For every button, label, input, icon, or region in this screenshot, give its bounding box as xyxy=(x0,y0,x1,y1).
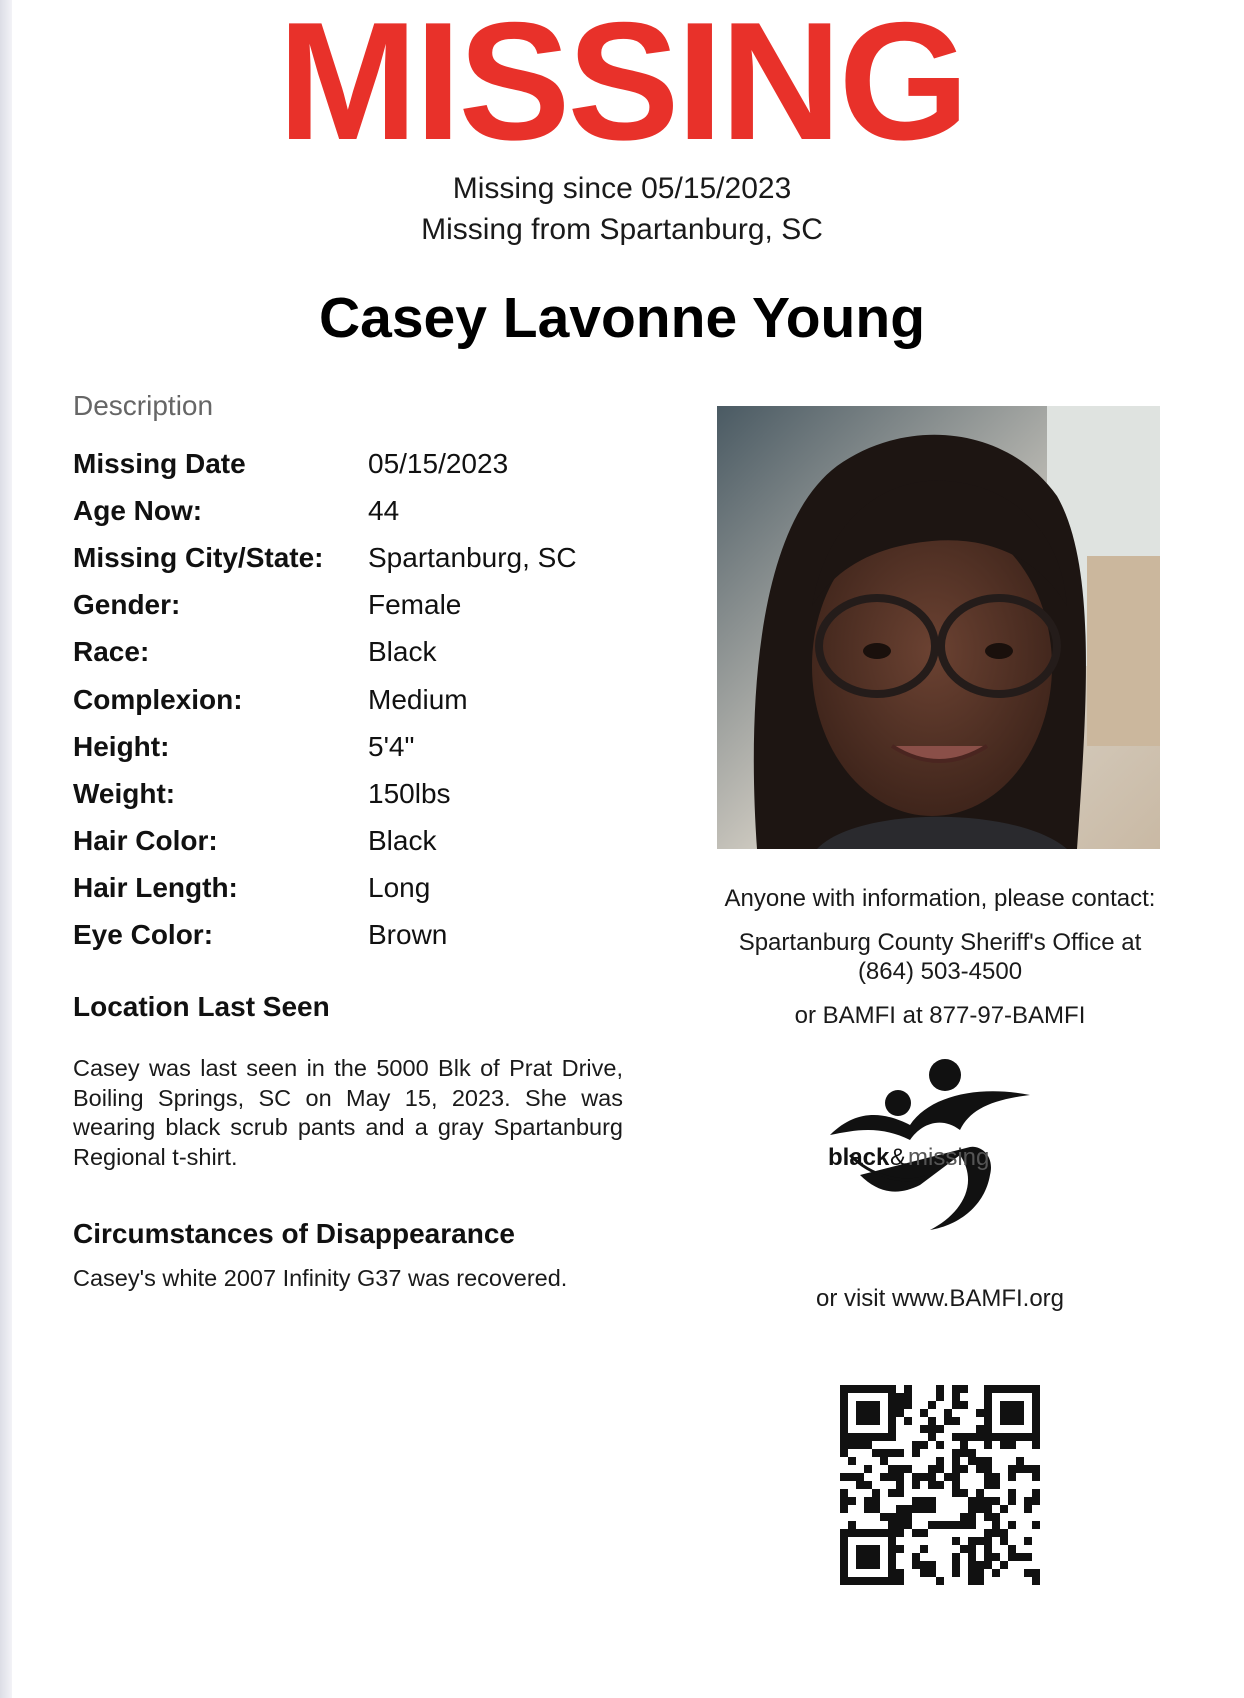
fact-row xyxy=(73,534,673,581)
fact-value: Black xyxy=(368,825,437,857)
qr-code-icon xyxy=(840,1385,1040,1585)
fact-row xyxy=(73,770,673,817)
fact-label: Age Now: xyxy=(73,494,203,526)
fact-row xyxy=(73,440,673,487)
fact-row xyxy=(73,865,673,912)
person-photo xyxy=(717,406,1160,849)
fact-label: Hair Color: xyxy=(73,825,218,857)
fact-row xyxy=(73,723,673,770)
fact-value: Long xyxy=(368,872,431,904)
fact-value: Black xyxy=(368,636,437,668)
contact-agency-name: Spartanburg County Sheriff's Office at xyxy=(738,929,1142,956)
black-and-missing-logo xyxy=(820,1055,1050,1255)
fact-label: Complexion: xyxy=(73,683,243,715)
person-photo-icon xyxy=(717,406,1160,849)
fact-row xyxy=(73,912,673,959)
fact-label: Missing Date xyxy=(73,447,246,479)
fact-label: Hair Length: xyxy=(73,872,238,904)
logo-text-black: black xyxy=(828,1144,890,1171)
fact-label: Race: xyxy=(73,636,150,668)
black-and-missing-logo-icon xyxy=(820,1055,1050,1255)
contact-intro: Anyone with information, please contact: xyxy=(724,885,1156,912)
person-name: Casey Lavonne Young xyxy=(318,286,926,350)
page-edge-shadow xyxy=(0,0,12,1698)
fact-row xyxy=(73,818,673,865)
missing-from-text: Missing from Spartanburg, SC xyxy=(421,213,823,246)
contact-agency xyxy=(690,928,1190,986)
fact-row xyxy=(73,676,673,723)
location-text: Casey was last seen in the 5000 Blk of Prat Drive, Boiling Springs, SC on May 15, 2023. She was wearing black scrub pants and a gray Spartanburg Regional t-shirt. xyxy=(73,1055,623,1170)
fact-value: Medium xyxy=(368,683,468,715)
qr-code[interactable] xyxy=(840,1385,1040,1585)
fact-label: Height: xyxy=(73,730,170,762)
fact-value: Brown xyxy=(368,919,448,951)
contact-bamfi: or BAMFI at 877-97-BAMFI xyxy=(794,1002,1086,1029)
facts-table xyxy=(73,440,673,959)
missing-headline: MISSING xyxy=(277,0,967,175)
location-title: Location Last Seen xyxy=(73,991,330,1022)
description-title: Description xyxy=(73,390,214,421)
logo-text-amp: & xyxy=(890,1144,907,1171)
fact-row xyxy=(73,582,673,629)
fact-label: Weight: xyxy=(73,777,176,809)
fact-value: 05/15/2023 xyxy=(368,447,509,479)
fact-label: Missing City/State: xyxy=(73,541,324,573)
fact-label: Gender: xyxy=(73,589,181,621)
missing-since-text: Missing since 05/15/2023 xyxy=(452,172,792,205)
fact-value: Spartanburg, SC xyxy=(368,541,577,573)
contact-agency-phone: (864) 503-4500 xyxy=(857,958,1023,985)
missing-details xyxy=(0,168,1244,250)
fact-row xyxy=(73,629,673,676)
circumstances-title: Circumstances of Disappearance xyxy=(73,1218,515,1249)
fact-value: Female xyxy=(368,589,462,621)
contact-website: or visit www.BAMFI.org xyxy=(815,1285,1065,1312)
fact-row xyxy=(73,487,673,534)
circumstances-text: Casey's white 2007 Infinity G37 was recovered. xyxy=(73,1265,568,1291)
fact-value: 44 xyxy=(368,494,400,526)
logo-text-missing: missing xyxy=(908,1144,990,1171)
fact-label: Eye Color: xyxy=(73,919,214,951)
fact-value: 5'4" xyxy=(368,730,415,762)
fact-value: 150lbs xyxy=(368,777,451,809)
